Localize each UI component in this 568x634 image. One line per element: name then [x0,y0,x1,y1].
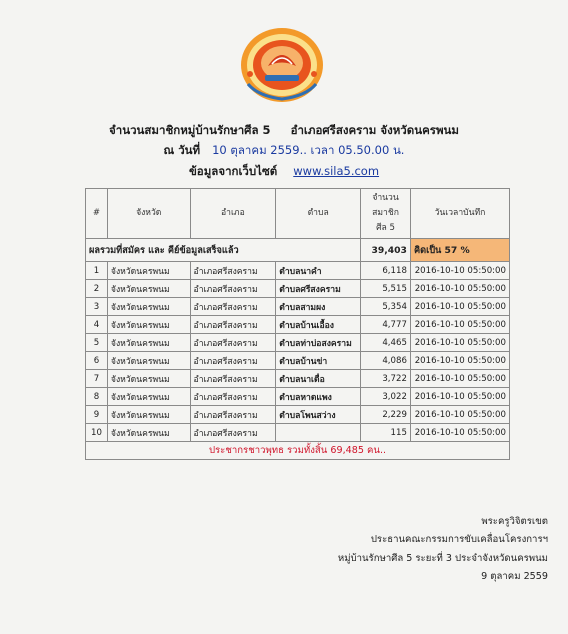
row-timestamp: 2016-10-10 05:50:00 [410,280,509,298]
row-number: 4 [86,316,108,334]
table-row [86,370,510,388]
table-row [86,298,510,316]
table-row [86,352,510,370]
row-number: 6 [86,352,108,370]
row-timestamp: 2016-10-10 05:50:00 [410,406,509,424]
row-members: 2,229 [361,406,411,424]
row-subdistrict: ตำบลโพนสว่าง [276,406,361,424]
row-province: จังหวัดนครพนม [107,406,190,424]
summary-label: ผลรวมที่สมัคร และ คีย์ข้อมูลเสร็จแล้ว [86,239,361,262]
row-members: 4,465 [361,334,411,352]
total-row [86,442,510,460]
row-province: จังหวัดนครพนม [107,280,190,298]
col-header-no: # [86,189,108,239]
row-members: 5,354 [361,298,411,316]
row-subdistrict [276,424,361,442]
table-row [86,316,510,334]
row-district: อำเภอศรีสงคราม [190,334,276,352]
row-province: จังหวัดนครพนม [107,352,190,370]
col-header-members-line: จำนวน [372,193,399,203]
row-province: จังหวัดนครพนม [107,424,190,442]
row-province: จังหวัดนครพนม [107,298,190,316]
row-timestamp: 2016-10-10 05:50:00 [410,370,509,388]
col-header-members [361,189,411,239]
row-district: อำเภอศรีสงคราม [190,406,276,424]
summary-value: 39,403 [361,239,411,262]
summary-row [86,239,510,262]
table-row [86,424,510,442]
row-members: 5,515 [361,280,411,298]
total-population: ประชากรชาวพุทธ รวมทั้งสิ้น 69,485 คน.. [86,442,510,460]
signer-org: หมู่บ้านรักษาศีล 5 ระยะที่ 3 ประจำจังหวัดนครพนม [337,553,548,564]
row-number: 10 [86,424,108,442]
row-members: 4,777 [361,316,411,334]
col-header-subdistrict: ตำบล [276,189,361,239]
row-subdistrict: ตำบลบ้านเอื้อง [276,316,361,334]
row-members: 3,722 [361,370,411,388]
report-source-label: ข้อมูลจากเว็บไซต์ [188,164,278,178]
table-row [86,280,510,298]
col-header-province: จังหวัด [107,189,190,239]
table-row [86,406,510,424]
source-website-link[interactable]: www.sila5.com [293,164,380,178]
table-row [86,262,510,280]
signer-name: พระครูวิจิตรเขต [481,516,548,527]
col-header-district: อำเภอ [190,189,276,239]
row-number: 8 [86,388,108,406]
row-members: 4,086 [361,352,411,370]
row-subdistrict: ตำบลนาเดื่อ [276,370,361,388]
row-district: อำเภอศรีสงคราม [190,370,276,388]
row-timestamp: 2016-10-10 05:50:00 [410,334,509,352]
row-district: อำเภอศรีสงคราม [190,424,276,442]
table-row [86,334,510,352]
row-members: 6,118 [361,262,411,280]
col-header-members-line: ศีล 5 [376,223,395,233]
row-district: อำเภอศรีสงคราม [190,298,276,316]
row-district: อำเภอศรีสงคราม [190,262,276,280]
row-timestamp: 2016-10-10 05:50:00 [410,424,509,442]
row-subdistrict: ตำบลศรีสงคราม [276,280,361,298]
row-province: จังหวัดนครพนม [107,388,190,406]
report-date-label: ณ วันที่ [163,143,201,157]
row-number: 3 [86,298,108,316]
table-header-row [86,189,510,239]
report-source-line [0,163,568,181]
report-location: อำเภอศรีสงคราม จังหวัดนครพนม [290,123,459,137]
row-timestamp: 2016-10-10 05:50:00 [410,352,509,370]
row-district: อำเภอศรีสงคราม [190,352,276,370]
row-number: 2 [86,280,108,298]
signer-title: ประธานคณะกรรมการขับเคลื่อนโครงการฯ [370,534,548,545]
row-subdistrict: ตำบลนาคำ [276,262,361,280]
row-district: อำเภอศรีสงคราม [190,280,276,298]
row-subdistrict: ตำบลหาดแพง [276,388,361,406]
table-row [86,388,510,406]
report-date-value: 10 ตุลาคม 2559.. เวลา 05.50.00 น. [212,143,405,157]
project-logo [238,26,326,106]
row-district: อำเภอศรีสงคราม [190,388,276,406]
row-subdistrict: ตำบลสามผง [276,298,361,316]
members-table [85,188,510,460]
row-number: 1 [86,262,108,280]
report-title-line [0,122,568,140]
row-members: 3,022 [361,388,411,406]
row-timestamp: 2016-10-10 05:50:00 [410,388,509,406]
signature-date: 9 ตุลาคม 2559 [481,571,548,582]
row-province: จังหวัดนครพนม [107,316,190,334]
row-district: อำเภอศรีสงคราม [190,316,276,334]
summary-percent: คิดเป็น 57 % [410,239,509,262]
row-number: 9 [86,406,108,424]
row-timestamp: 2016-10-10 05:50:00 [410,316,509,334]
row-number: 7 [86,370,108,388]
row-timestamp: 2016-10-10 05:50:00 [410,298,509,316]
row-province: จังหวัดนครพนม [107,370,190,388]
row-subdistrict: ตำบลท่าบ่อสงคราม [276,334,361,352]
report-title: จำนวนสมาชิกหมู่บ้านรักษาศีล 5 [109,123,271,137]
row-province: จังหวัดนครพนม [107,334,190,352]
row-timestamp: 2016-10-10 05:50:00 [410,262,509,280]
row-number: 5 [86,334,108,352]
row-members: 115 [361,424,411,442]
col-header-members-line: สมาชิก [372,208,399,218]
row-subdistrict: ตำบลบ้านข่า [276,352,361,370]
col-header-timestamp: วันเวลาบันทึก [410,189,509,239]
report-date-line [0,142,568,160]
row-province: จังหวัดนครพนม [107,262,190,280]
